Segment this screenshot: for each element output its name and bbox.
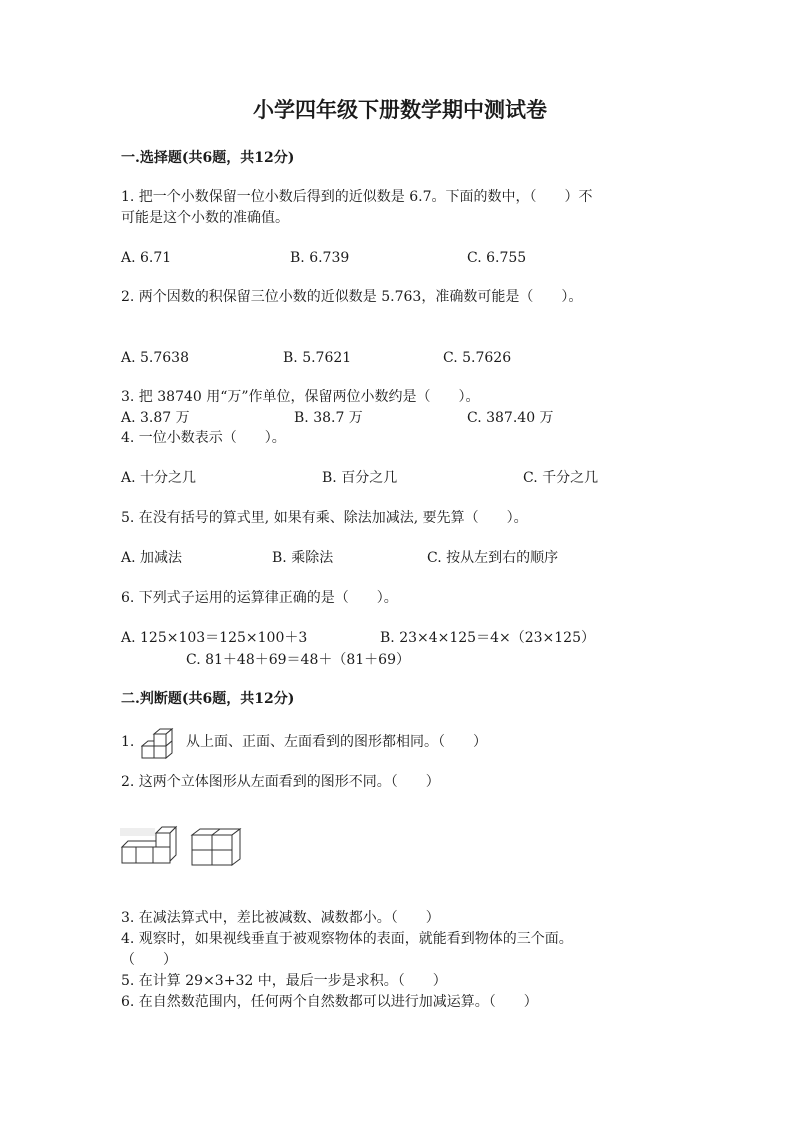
question-6-option-b[interactable]: B. 23×4×125＝4×（23×125） — [380, 630, 595, 646]
judge-4-line-1: 4. 观察时，如果视线垂直于被观察物体的表面，就能看到物体的三个面。 — [121, 931, 573, 947]
question-2-text: 2. 两个因数的积保留三位小数的近似数是 5.763，准确数可能是（ ）。 — [121, 289, 583, 305]
question-4-option-a[interactable]: A. 十分之几 — [121, 470, 197, 486]
question-3-text: 3. 把 38740 用“万”作单位，保留两位小数约是（ ）。 — [121, 389, 480, 405]
question-1-option-b[interactable]: B. 6.739 — [290, 250, 350, 266]
judge-6-text: 6. 在自然数范围内，任何两个自然数都可以进行加减运算。（ ） — [121, 994, 538, 1010]
question-6-option-c[interactable]: C. 81＋48＋69＝48＋（81＋69） — [186, 652, 410, 668]
section-1-heading: 一.选择题(共6题，共12分) — [121, 150, 295, 166]
question-3-option-c[interactable]: C. 387.40 万 — [467, 410, 554, 426]
question-4-option-b[interactable]: B. 百分之几 — [322, 470, 398, 486]
question-3-option-b[interactable]: B. 38.7 万 — [294, 410, 363, 426]
judge-3-text: 3. 在减法算式中，差比被减数、减数都小。（ ） — [121, 910, 440, 926]
judge-4-line-2: （ ） — [121, 952, 177, 968]
question-1-option-a[interactable]: A. 6.71 — [121, 250, 172, 266]
question-5-text: 5. 在没有括号的算式里, 如果有乘、除法加减法, 要先算（ ）。 — [121, 510, 528, 526]
question-5-option-c[interactable]: C. 按从左到右的顺序 — [427, 550, 559, 566]
question-5-option-b[interactable]: B. 乘除法 — [272, 550, 334, 566]
solid-figure-left — [120, 825, 180, 870]
judge-1-text: 从上面、正面、左面看到的图形都相同。（ ） — [186, 734, 487, 750]
judge-5-text: 5. 在计算 29×3+32 中，最后一步是求积。（ ） — [121, 973, 447, 989]
page-title: 小学四年级下册数学期中测试卷 — [253, 97, 547, 122]
question-3-option-a[interactable]: A. 3.87 万 — [121, 410, 190, 426]
question-6-text: 6. 下列式子运用的运算律正确的是（ ）。 — [121, 590, 398, 606]
question-2-option-a[interactable]: A. 5.7638 — [121, 350, 189, 366]
question-6-option-a[interactable]: A. 125×103＝125×100＋3 — [121, 630, 308, 646]
question-1-option-c[interactable]: C. 6.755 — [467, 250, 527, 266]
question-5-option-a[interactable]: A. 加减法 — [121, 550, 183, 566]
question-1-line-1: 1. 把一个小数保留一位小数后得到的近似数是 6.7。下面的数中，（ ）不 — [121, 189, 593, 205]
section-2-heading: 二.判断题(共6题，共12分) — [121, 691, 295, 707]
question-2-option-c[interactable]: C. 5.7626 — [443, 350, 512, 366]
question-2-option-b[interactable]: B. 5.7621 — [283, 350, 352, 366]
judge-1-number: 1. — [121, 734, 135, 750]
question-4-text: 4. 一位小数表示（ ）。 — [121, 430, 286, 446]
question-4-option-c[interactable]: C. 千分之几 — [523, 470, 599, 486]
question-1-line-2: 可能是这个小数的准确值。 — [121, 210, 289, 226]
judge-2-text: 2. 这两个立体图形从左面看到的图形不同。（ ） — [121, 774, 440, 790]
cube-stack-figure — [141, 726, 181, 764]
solid-figure-right — [190, 825, 245, 870]
